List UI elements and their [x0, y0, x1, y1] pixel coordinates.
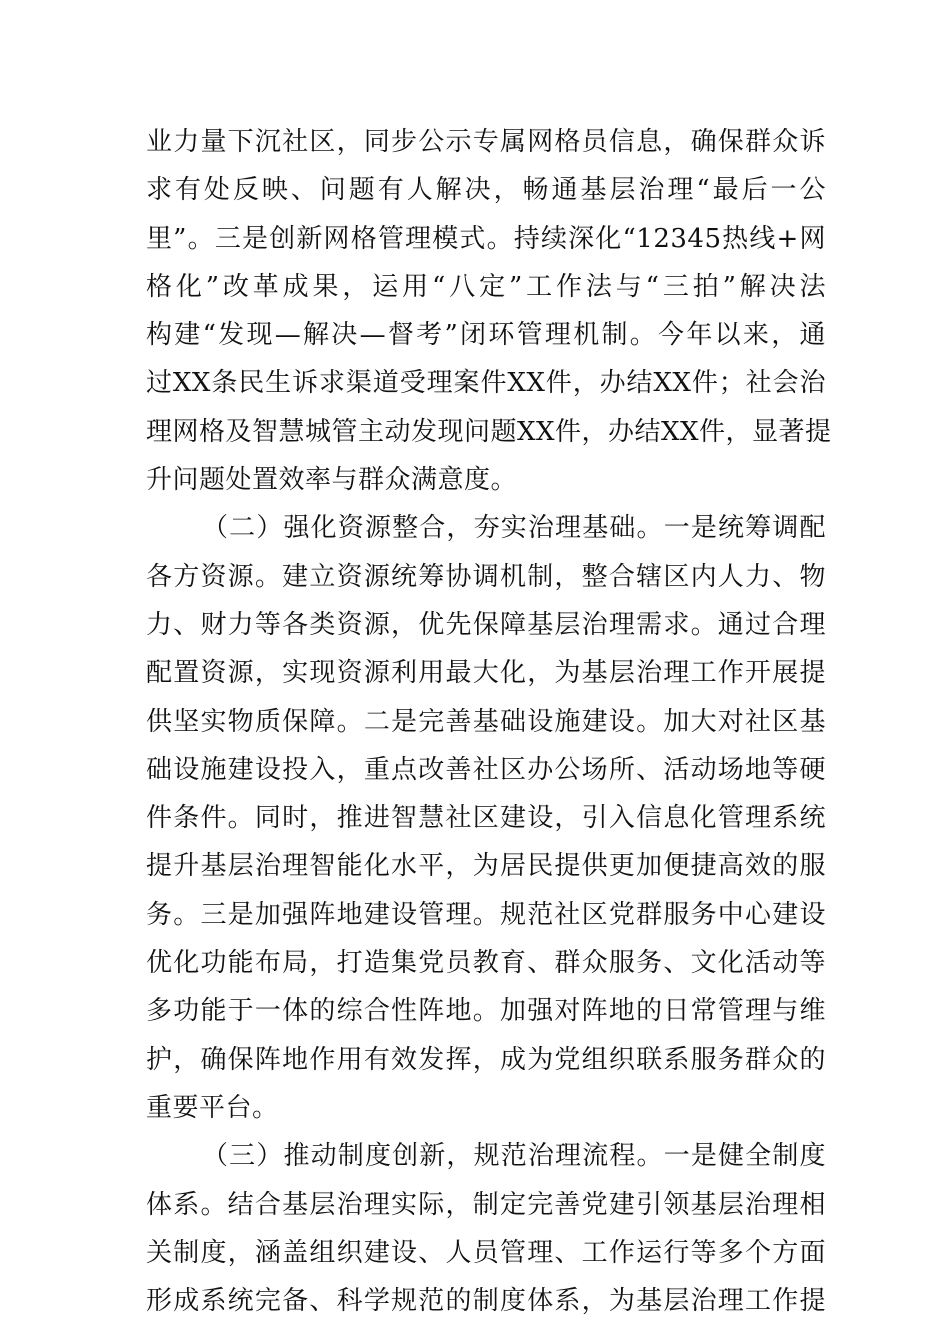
document-body — [146, 118, 832, 1325]
text-line: 关制度，涵盖组织建设、人员管理、工作运行等多个方面 — [146, 1237, 826, 1268]
text-line: 件条件。同时，推进智慧社区建设，引入信息化管理系统 — [146, 803, 826, 834]
text-line: 里”。三是创新网格管理模式。持续深化“12345热线+网 — [146, 223, 826, 254]
paragraph-heading-line: （三）推动制度创新，规范治理流程。一是健全制度 — [202, 1141, 826, 1172]
text-line: 形成系统完备、科学规范的制度体系，为基层治理工作提 — [146, 1286, 826, 1317]
text-line: 重要平台。 — [146, 1092, 279, 1123]
paragraph-heading-line: （二）强化资源整合，夯实治理基础。一是统筹调配 — [202, 513, 826, 544]
text-line: 供坚实物质保障。二是完善基础设施建设。加大对社区基 — [146, 706, 826, 737]
text-line: 升问题处置效率与群众满意度。 — [146, 465, 518, 496]
text-line: 多功能于一体的综合性阵地。加强对阵地的日常管理与维 — [146, 996, 826, 1027]
text-line: 求有处反映、问题有人解决，畅通基层治理“最后一公 — [146, 175, 826, 206]
text-line: 格化”改革成果，运用“八定”工作法与“三拍”解决法 — [146, 271, 826, 302]
text-line: 提升基层治理智能化水平，为居民提供更加便捷高效的服 — [146, 851, 826, 882]
text-line: 础设施建设投入，重点改善社区办公场所、活动场地等硬 — [146, 754, 826, 785]
text-line: 体系。结合基层治理实际，制定完善党建引领基层治理相 — [146, 1189, 826, 1220]
text-line: 各方资源。建立资源统筹协调机制，整合辖区内人力、物 — [146, 561, 826, 592]
text-line: 护，确保阵地作用有效发挥，成为党组织联系服务群众的 — [146, 1044, 826, 1075]
text-line: 力、财力等各类资源，优先保障基层治理需求。通过合理 — [146, 609, 826, 640]
text-line: 优化功能布局，打造集党员教育、群众服务、文化活动等 — [146, 948, 826, 979]
text-line: 务。三是加强阵地建设管理。规范社区党群服务中心建设 — [146, 899, 826, 930]
text-line: 构建“发现—解决—督考”闭环管理机制。今年以来，通 — [146, 320, 826, 351]
text-line: 配置资源，实现资源利用最大化，为基层治理工作开展提 — [146, 658, 826, 689]
text-line: 业力量下沉社区，同步公示专属网格员信息，确保群众诉 — [146, 127, 826, 157]
text-line: 理网格及智慧城管主动发现问题XX件，办结XX件，显著提 — [146, 416, 832, 447]
text-line: 过XX条民生诉求渠道受理案件XX件，办结XX件；社会治 — [146, 368, 826, 399]
